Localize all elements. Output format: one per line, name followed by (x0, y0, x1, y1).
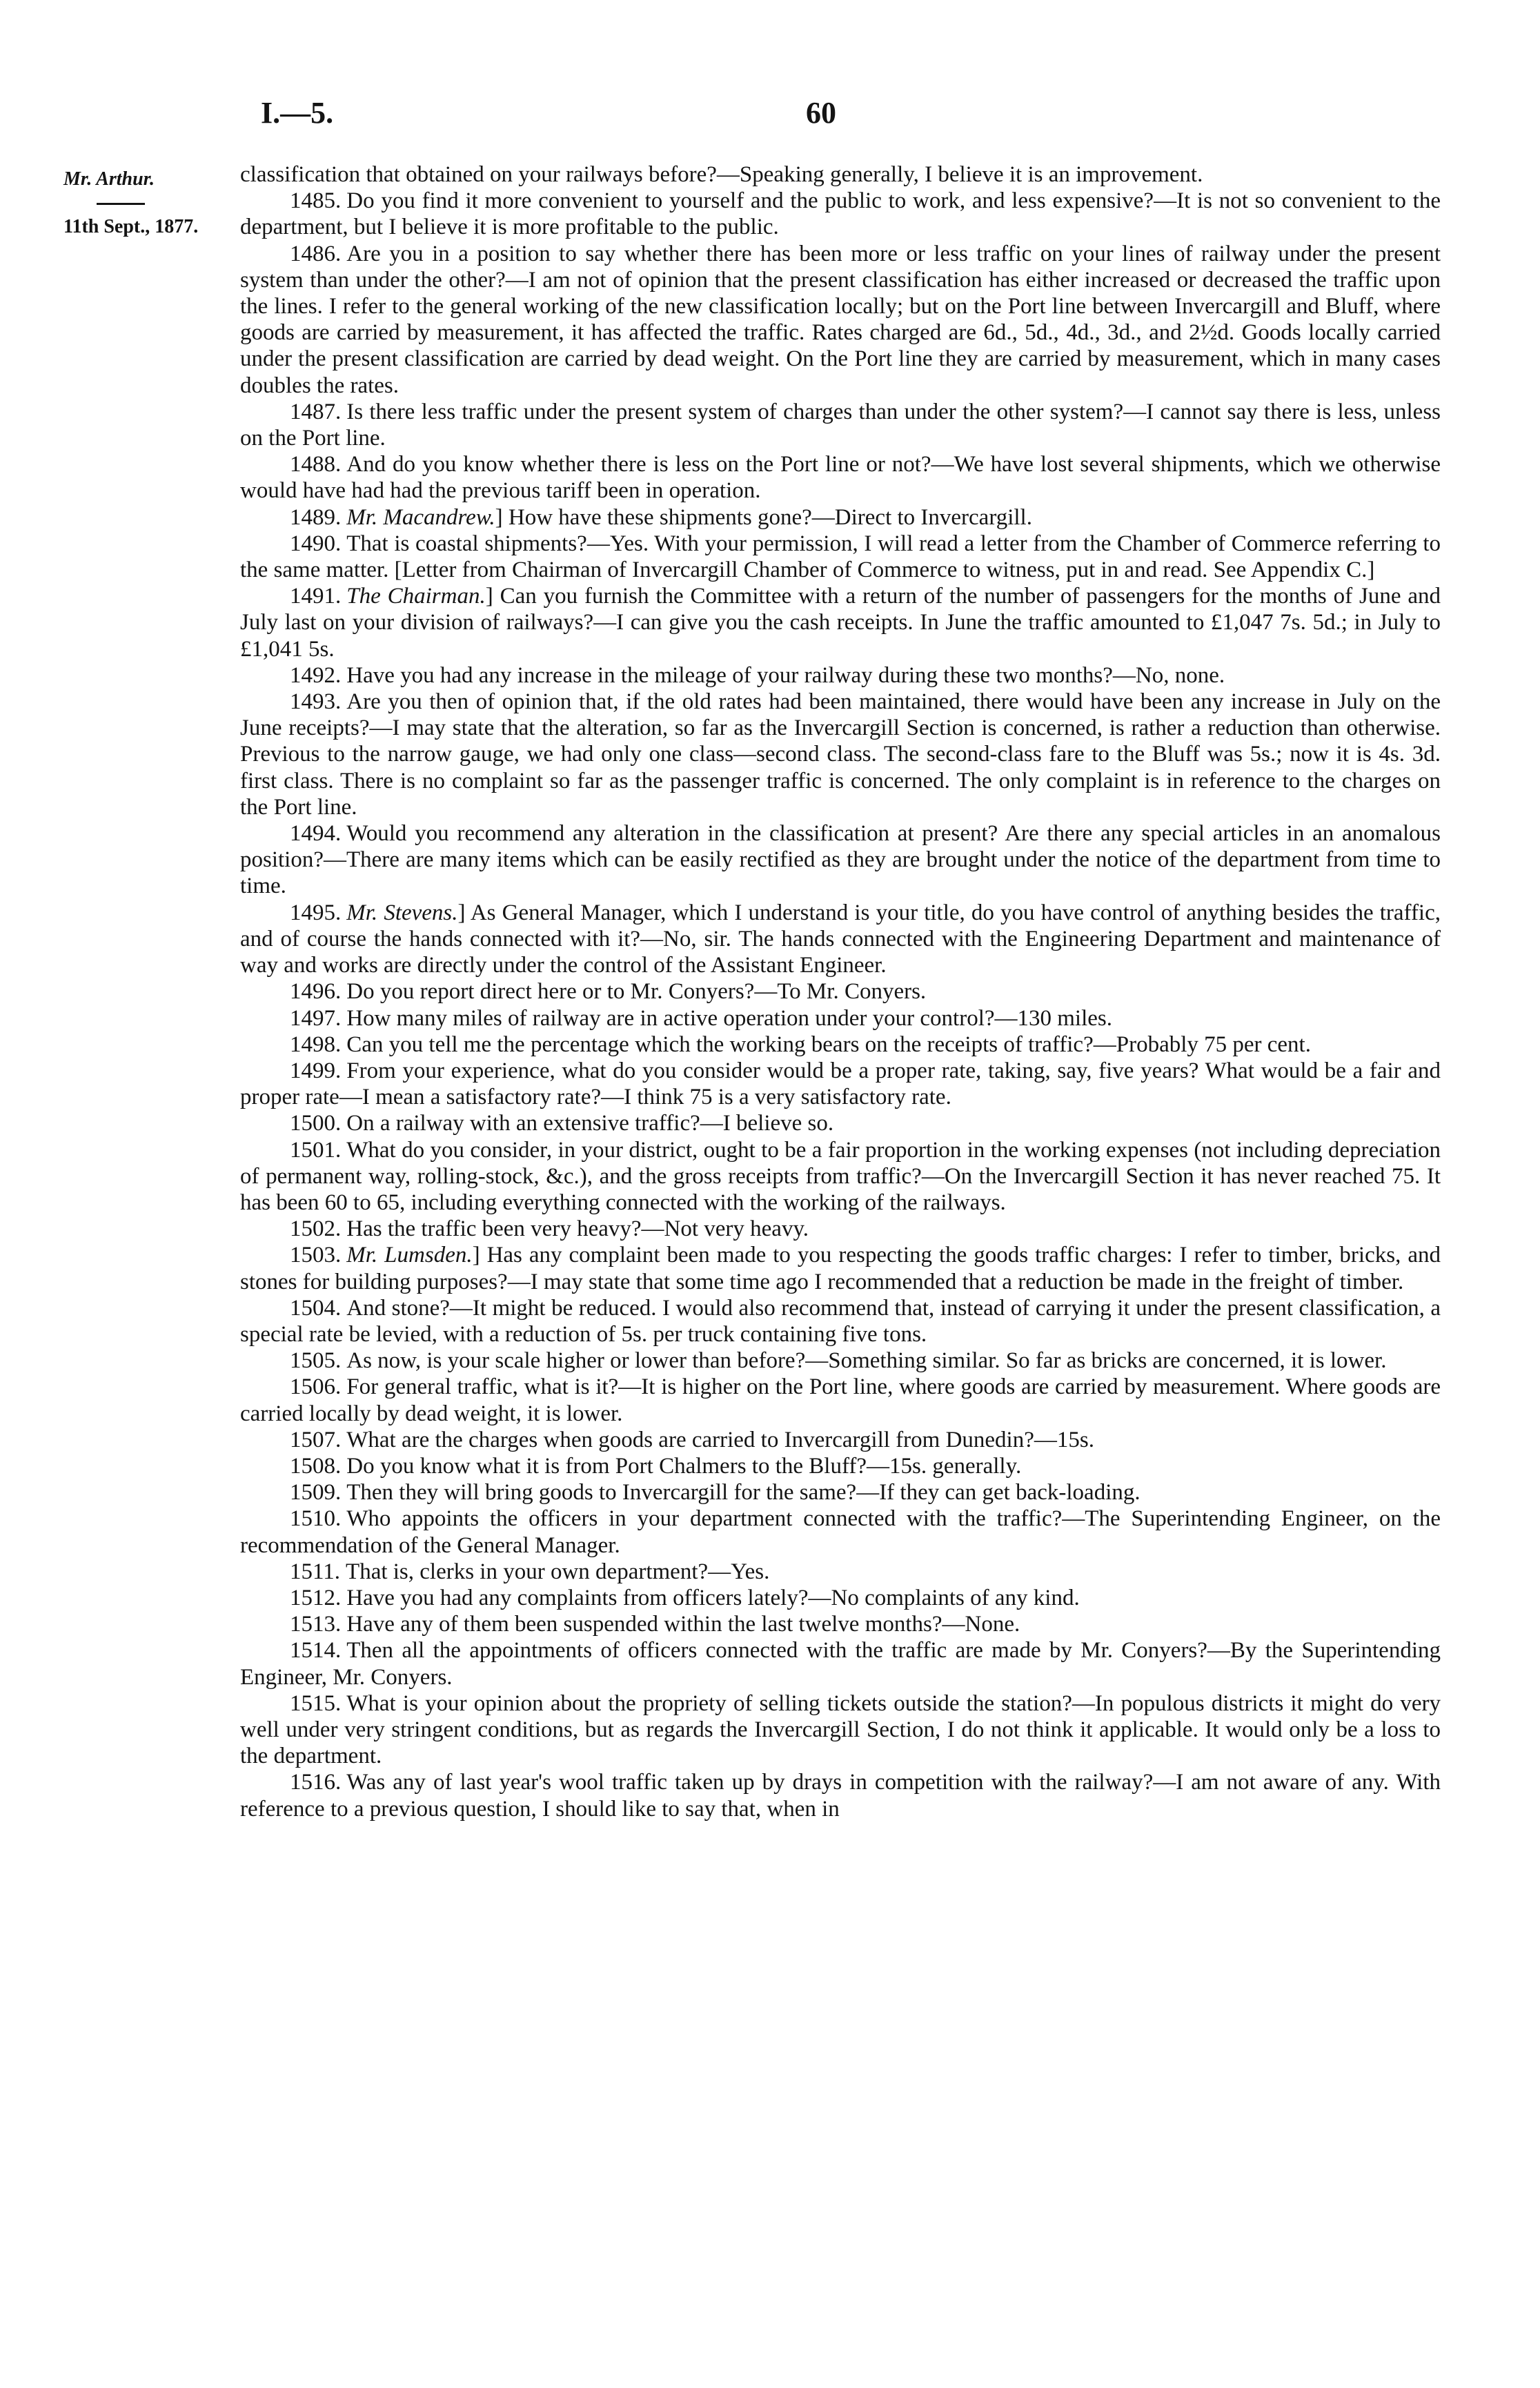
speaker-name: The Chairman. (346, 584, 486, 609)
paragraph-text: Has any complaint been made to you respecting the goods traffic charges: I refer to timber, bricks, and stones for building purposes?—I may state that some time ago I recommended that a reduction be made in the freight of timber. (240, 1243, 1441, 1294)
question-paragraph (240, 1506, 1441, 1558)
page-header (0, 95, 1540, 137)
question-number: 1496. (290, 979, 342, 1005)
question-paragraph: 1491. The Chairman.] Can you furnish the Committee with a return of the number of passengers for the months of June and July last on your division of railways?—I can give you the cash receipts. In June the traffic amounted to £1,047 7s. 5d.; in July to £1,041 5s. (240, 584, 1441, 662)
paragraph-text: Do you report direct here or to Mr. Conyers?—To Mr. Conyers. (346, 979, 927, 1005)
paragraph-text: As General Manager, which I understand is your title, do you have control of anything besides the traffic, and of course the hands connected with it?—No, sir. The hands connected with the Engineering Department and maintenance of way and works are directly under the control of the Assistant Engineer. (240, 900, 1441, 978)
paragraph-text: And stone?—It might be reduced. I would also recommend that, instead of carrying it under the present classification, a special rate be levied, with a reduction of 5s. per truck containing five tons. (240, 1295, 1441, 1347)
paragraph-text: Are you in a position to say whether there has been more or less traffic on your lines of railway under the present system than under the other?—I am not of opinion that the present classification has either increased or decreased the traffic upon the lines. I refer to the general working of the new classification locally; but on the Port line between Invercargill and Bluff, where goods are carried by measurement, it has affected the traffic. Rates charged are 6d., 5d., 4d., 3d., and 2½d. Goods locally carried under the present classification are carried by dead weight. On the Port line they are carried by measurement, which in many cases doubles the rates. (240, 241, 1441, 398)
question-number: 1485. (290, 188, 342, 214)
paragraph-text: Are you then of opinion that, if the old rates had been maintained, there would have been any increase in July on the June receipts?—I may state that the alteration, so far as the Invercargill Section is concerned, is rather a reduction than otherwise. Previous to the narrow gauge, we had only one class—second class. The second-class fare to the Bluff was 5s.; now it is 4s. 3d. first class. There is no complaint so far as the passenger traffic is concerned. The only complaint is in reference to the charges on the Port line. (240, 689, 1441, 820)
paragraph-text: Have any of them been suspended within the last twelve months?—None. (346, 1612, 1020, 1637)
continued-paragraph (240, 161, 1441, 188)
question-number: 1502. (290, 1216, 342, 1242)
question-number: 1509. (290, 1480, 342, 1506)
question-paragraph (240, 1110, 1441, 1136)
question-number: 1492. (290, 662, 342, 688)
page-number: 60 (806, 96, 836, 130)
question-number: 1497. (290, 1005, 342, 1031)
paragraph-text: Who appoints the officers in your department connected with the traffic?—The Superintending Engineer, on the recommendation of the General Manager. (240, 1506, 1441, 1558)
question-paragraph (240, 1637, 1441, 1690)
paragraph-text: Would you recommend any alteration in the classification at present? Are there any special articles in an anomalous position?—There are many items which can be easily rectified as they are brought under the notice of the department from time to time. (240, 821, 1441, 899)
paragraph-text: On a railway with an extensive traffic?—I believe so. (346, 1111, 834, 1136)
question-paragraph (240, 1032, 1441, 1058)
question-number: 1491. (290, 584, 342, 609)
hearing-date: 11th Sept., 1877. (63, 216, 199, 237)
paragraph-text: That is, clerks in your own department?—Yes. (346, 1559, 770, 1584)
paragraph-text: Then they will bring goods to Invercargill for the same?—If they can get back-loading. (346, 1480, 1141, 1506)
speaker-name: Mr. Lumsden. (346, 1243, 473, 1268)
question-number: 1508. (290, 1453, 342, 1479)
speaker-name: Mr. Stevens. (346, 900, 458, 925)
question-paragraph (240, 399, 1441, 451)
paragraph-text: How have these shipments gone?—Direct to Invercargill. (508, 504, 1032, 530)
question-paragraph (240, 1374, 1441, 1426)
question-paragraph (240, 820, 1441, 900)
question-paragraph (240, 978, 1441, 1005)
question-number: 1505. (290, 1348, 342, 1374)
question-paragraph (240, 1585, 1441, 1611)
question-number: 1512. (290, 1585, 342, 1610)
question-number: 1513. (290, 1612, 342, 1637)
question-number: 1493. (290, 689, 342, 715)
question-number: 1500. (290, 1111, 342, 1136)
speaker-name: Mr. Macandrew. (346, 504, 495, 530)
question-number: 1516. (290, 1770, 342, 1795)
paragraph-text: Do you know what it is from Port Chalmers to the Bluff?—15s. generally. (346, 1453, 1022, 1479)
paragraph-text: As now, is your scale higher or lower than before?—Something similar. So far as bricks are concerned, it is lower. (346, 1348, 1387, 1374)
question-paragraph (240, 1348, 1441, 1374)
evidence-text (240, 161, 1441, 2362)
question-number: 1501. (290, 1137, 342, 1163)
question-paragraph (240, 188, 1441, 240)
question-number: 1488. (290, 452, 342, 477)
question-number: 1510. (290, 1506, 342, 1532)
question-number: 1498. (290, 1032, 342, 1057)
margin-divider (97, 203, 145, 205)
question-paragraph (240, 1137, 1441, 1216)
question-paragraph: 1495. Mr. Stevens.] As General Manager, which I understand is your title, do you have control of anything besides the traffic, and of course the hands connected with it?—No, sir. The hands connected with the Engineering Department and maintenance of way and works are directly under the control of the Assistant Engineer. (240, 900, 1441, 978)
question-paragraph (240, 451, 1441, 504)
paragraph-text: Do you find it more convenient to yourself and the public to work, and less expensive?—It is not so convenient to the department, but I believe it is more profitable to the public. (240, 188, 1441, 240)
paragraph-text: Then all the appointments of officers connected with the traffic are made by Mr. Conyers?—By the Superintending Engineer, Mr. Conyers. (240, 1638, 1441, 1690)
question-number: 1486. (290, 241, 342, 266)
question-number: 1511. (290, 1559, 341, 1584)
question-number: 1504. (290, 1295, 342, 1321)
document-reference: I.—5. (261, 96, 334, 130)
paragraph-text: Can you tell me the percentage which the working bears on the receipts of traffic?—Probably 75 per cent. (346, 1032, 1311, 1057)
paragraph-text: From your experience, what do you consider would be a proper rate, taking, say, five years? What would be a fair and proper rate—I mean a satisfactory rate?—I think 75 is a very satisfactory rate. (240, 1058, 1441, 1110)
paragraph-text: How many miles of railway are in active operation under your control?—130 miles. (346, 1005, 1113, 1031)
paragraph-text: classification that obtained on your railways before?—Speaking generally, I believe it is an improvement. (240, 162, 1203, 187)
question-number: 1487. (290, 399, 342, 424)
question-paragraph (240, 1690, 1441, 1770)
paragraph-text: Have you had any complaints from officers lately?—No complaints of any kind. (346, 1585, 1080, 1610)
margin-note (63, 166, 236, 241)
question-paragraph (240, 1479, 1441, 1506)
question-paragraph (240, 1058, 1441, 1110)
question-paragraph (240, 1216, 1441, 1242)
question-paragraph (240, 1005, 1441, 1032)
paragraph-text: Is there less traffic under the present system of charges than under the other system?—I cannot say there is less, unless on the Port line. (240, 399, 1441, 451)
question-number: 1495. (290, 900, 342, 925)
paragraph-text: What is your opinion about the propriety of selling tickets outside the station?—In populous districts it might do very well under very stringent conditions, but as regards the Invercargill Section, I do not think it applicable. It would only be a loss to the department. (240, 1690, 1441, 1769)
paragraph-text: Can you furnish the Committee with a return of the number of passengers for the months of June and July last on your division of railways?—I can give you the cash receipts. In June the traffic amounted to £1,047 7s. 5d.; in July to £1,041 5s. (240, 584, 1441, 662)
paragraph-text: Have you had any increase in the mileage of your railway during these two months?—No, none. (346, 662, 1225, 688)
question-paragraph (240, 689, 1441, 820)
paragraph-text: For general traffic, what is it?—It is higher on the Port line, where goods are carried by measurement. Where goods are carried locally by dead weight, it is lower. (240, 1374, 1441, 1426)
question-number: 1507. (290, 1427, 342, 1452)
question-paragraph (240, 662, 1441, 689)
paragraph-text: And do you know whether there is less on the Port line or not?—We have lost several shipments, which we otherwise would have had had the previous tariff been in operation. (240, 452, 1441, 504)
question-number: 1494. (290, 821, 342, 847)
question-number: 1503. (290, 1243, 342, 1268)
question-paragraph (240, 1453, 1441, 1479)
question-paragraph (240, 531, 1441, 583)
question-number: 1514. (290, 1638, 342, 1664)
question-paragraph (240, 1559, 1441, 1585)
paragraph-text: That is coastal shipments?—Yes. With your permission, I will read a letter from the Chamber of Commerce referring to the same matter. [Letter from Chairman of Invercargill Chamber of Commerce to witness, put in and read. See Appendix C.] (240, 531, 1441, 583)
question-number: 1515. (290, 1690, 342, 1716)
question-paragraph (240, 1769, 1441, 1822)
paragraph-text: What do you consider, in your district, ought to be a fair proportion in the working expenses (not including depreciation of permanent way, rolling-stock, &c.), and the gross receipts from traffic?—On the Invercargill Section it has never reached 75. It has been 60 to 65, including everything connected with the working of the railways. (240, 1137, 1441, 1215)
paragraph-text: Was any of last year's wool traffic taken up by drays in competition with the railway?—I am not aware of any. With reference to a previous question, I should like to say that, when in (240, 1770, 1441, 1822)
question-number: 1506. (290, 1374, 342, 1400)
question-paragraph (240, 1611, 1441, 1637)
question-paragraph (240, 241, 1441, 399)
question-number: 1490. (290, 531, 342, 556)
paragraph-text: What are the charges when goods are carried to Invercargill from Dunedin?—15s. (346, 1427, 1094, 1452)
witness-name: Mr. Arthur. (63, 168, 155, 190)
question-number: 1499. (290, 1058, 342, 1083)
paragraph-text: Has the traffic been very heavy?—Not very heavy. (346, 1216, 809, 1242)
question-paragraph: 1503. Mr. Lumsden.] Has any complaint been made to you respecting the goods traffic charges: I refer to timber, bricks, and stones for building purposes?—I may state that some time ago I recommended that a reduction be made in the freight of timber. (240, 1243, 1441, 1294)
question-paragraph (240, 1295, 1441, 1348)
question-paragraph: 1489. Mr. Macandrew.] How have these shipments gone?—Direct to Invercargill. (290, 504, 1032, 530)
question-number: 1489. (290, 504, 342, 530)
question-paragraph (240, 1427, 1441, 1453)
